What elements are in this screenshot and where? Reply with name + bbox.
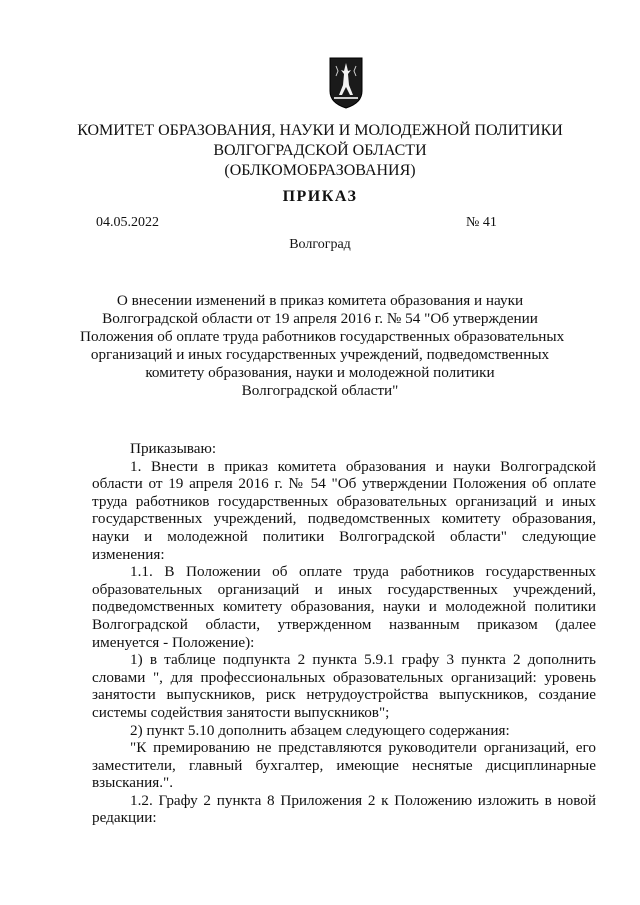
- order-city: Волгоград: [289, 237, 351, 252]
- order-body: [92, 440, 596, 827]
- body-paragraph-order: Приказываю:: [130, 440, 217, 457]
- order-date: 04.05.2022: [96, 215, 159, 230]
- subject-line-4: организаций и иных государственных учреждений, подведомственных: [90, 346, 550, 363]
- body-paragraph-1: 1. Внести в приказ комитета образования и науки Волгоградской области от 19 апреля 2016 г. № 54 "Об утверждении Положения об оплате труда работников государственных образовательных организаций и иных государственных учреждений, подведомственных комитету образования, науки и молодежной политики Волгоградской области" следующие изменения:: [92, 457, 596, 563]
- coat-of-arms-icon: [329, 57, 363, 109]
- subject-line-5: комитету образования, науки и молодежной политики: [145, 364, 495, 381]
- body-paragraph-1-1: 1.1. В Положении об оплате труда работников государственных образовательных организаций и иных государственных учреждений, подведомственных комитету образования, науки и молодежной политики Волгоградской области, утвержденном названным приказом (далее именуется - Положение):: [92, 563, 596, 651]
- organization-name: [60, 121, 580, 181]
- subject-line-3: Положения об оплате труда работников государственных образовательных: [80, 328, 565, 345]
- org-line-1: КОМИТЕТ ОБРАЗОВАНИЯ, НАУКИ И МОЛОДЕЖНОЙ ПОЛИТИКИ: [77, 122, 563, 139]
- org-line-2: ВОЛГОГРАДСКОЙ ОБЛАСТИ: [213, 142, 427, 159]
- body-paragraph-item-2: 2) пункт 5.10 дополнить абзацем следующего содержания:: [130, 721, 510, 739]
- subject-line-6: Волгоградской области": [241, 382, 399, 399]
- order-subject: [80, 292, 565, 400]
- document-type-title: ПРИКАЗ: [282, 188, 358, 205]
- body-paragraph-item-1: 1) в таблице подпункта 2 пункта 5.9.1 графу 3 пункта 2 дополнить словами ", для профессиональных образовательных организаций: уровень занятости выпускников, риск нетрудоустройства выпускников, создание системы содействия занятости выпускников";: [92, 651, 596, 721]
- body-paragraph-1-2: 1.2. Графу 2 пункта 8 Приложения 2 к Положению изложить в новой редакции:: [92, 791, 596, 827]
- subject-line-2: Волгоградской области от 19 апреля 2016 г. № 54 "Об утверждении: [102, 310, 538, 327]
- body-paragraph-quote: "К премированию не представляются руководители организаций, его заместители, главный бухгалтер, имеющие неснятые дисциплинарные взыскания.".: [92, 739, 596, 792]
- org-line-3: (ОБЛКОМОБРАЗОВАНИЯ): [224, 162, 416, 179]
- subject-line-1: О внесении изменений в приказ комитета образования и науки: [116, 292, 524, 309]
- order-number: № 41: [466, 215, 497, 230]
